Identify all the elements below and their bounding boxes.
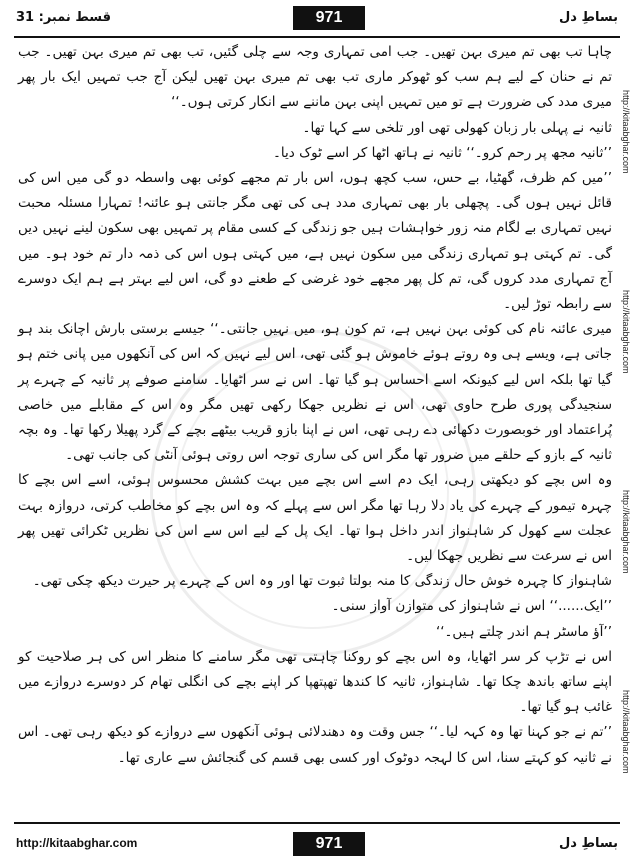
paragraph: چاہا تب بھی تم میری بہن تھیں۔ جب امی تمہاری وجہ سے چلی گئیں، تب بھی تم میری بہن تھیں۔ جب تم نے حنان کے لیے ہم سب کو ٹھوکر ماری تب بھی تم میری بہن تھیں لیکن آج جب تمہیں ایک بار پھر میری مدد کی ضرورت ہے تو میں تمہیں اپنی بہن ماننے سے انکار کرتی ہوں۔‘‘ [18,44,612,111]
side-watermark-url: http://kitaabghar.com [621,90,631,174]
book-title: بساطِ دل [559,10,618,25]
paragraph: میری عائنہ نام کی کوئی بہن نہیں ہے، تم کون ہو، میں نہیں جانتی۔‘‘ جیسے برستی بارش اچانک بند ہو جاتی ہے، ویسے ہی وہ روتے ہوئے خاموش ہو گئی تھی، اس لیے نہیں کہ اس کی آنکھوں میں پانی ختم ہو گیا تھا بلکہ اس لیے کیونکہ اسے احساس ہو گیا تھا۔ اس نے سر اٹھایا۔ سامنے صوفے پر ثانیہ کے چہرے پر سنجیدگی پوری طرح حاوی تھی، اس نے نظریں جھکا رکھی تھیں مگر وہ اس کے مقابلے میں خاصی پُراعتماد اور خوبصورت دکھائی دے رہی تھی، اس نے اپنا بازو قریب بیٹھے بچے کے گرد پھیلا رکھا تھا۔ وہ بچہ ثانیہ کے بازو کے حلقے میں ضرور تھا مگر اس کی ساری توجہ اس روتی ہوئی آنٹی کی جانب تھی۔ [18,321,612,464]
paragraph: ’’تم نے جو کہنا تھا وہ کہہ لیا۔‘‘ جس وقت وہ دھندلائی ہوئی آنکھوں سے دروازے کو دیکھ رہی تھی۔ اس نے ثانیہ کو کہتے سنا، اس کا لہجہ دوٹوک اور کسی بھی قسم کی گنجائش سے عاری تھا۔ [18,724,612,766]
page-footer [14,826,620,860]
paragraph: اس نے تڑپ کر سر اٹھایا، وہ اس بچے کو روکنا چاہتی تھی مگر سامنے کا منظر اس کی ہر صلاحیت کو اپنے ساتھ باندھ چکا تھا۔ شاہنواز، ثانیہ کا کندھا تھپتھپا کر اپنے بچے کی انگلی تھام کر دوسرے دروازے میں غائب ہو گیا تھا۔ [18,648,612,716]
footer-book-title: بساطِ دل [559,836,618,851]
side-watermark-url: http://kitaabghar.com [621,490,631,574]
paragraph: وہ اس بچے کو دیکھتی رہی، ایک دم اسے اس بچے میں بہت کشش محسوس ہوئی، اسے اس بچے کا چہرہ تیمور کے چہرے کی یاد دلا رہا تھا مگر اس سے پہلے کہ وہ اس بچے کو مخاطب کرتی، دروازہ بہت عجلت سے کھول کر شاہنواز اندر داخل ہوا تھا۔ ایک پل کے لیے اس سے اس کی نظریں ٹکرائی تھیں پھر اس نے سرعت سے نظریں جھکا لیں۔ [18,472,612,565]
side-watermark-url: http://kitaabghar.com [621,290,631,374]
footer-page-number-badge: 971 [293,832,365,856]
side-watermark-url: http://kitaabghar.com [621,690,631,774]
paragraph: ’’ثانیہ مجھ پر رحم کرو۔‘‘ ثانیہ نے ہاتھ اٹھا کر اسے ٹوک دیا۔ [273,144,612,161]
header-divider [14,36,620,38]
paragraph: ثانیہ نے پہلی بار زبان کھولی تھی اور تلخی سے کہا تھا۔ [302,119,612,136]
paragraph: ’’ایک......‘‘ اس نے شاہنواز کی متوازن آواز سنی۔ [331,598,612,615]
page-number-badge: 971 [293,6,365,30]
page-header [14,6,620,36]
page-body-text [18,40,612,816]
paragraph: شاہنواز کا چہرہ خوش حال زندگی کا منہ بولتا ثبوت تھا اور وہ اس کے چہرے پر حیرت دیکھ چکی تھی۔ [32,573,612,590]
episode-label: قسط نمبر: 31 [16,10,111,25]
paragraph: ’’میں کم ظرف، گھٹیا، بے حس، سب کچھ ہوں، اس بار تم مجھے کوئی بھی واسطہ دو گی میں اس کی قائل نہیں ہوں گی۔ پچھلی بار بھی تمہاری مدد ہی کی تھی مگر جانتی ہو عائنہ! تمہارا مسئلہ محبت نہیں تمہاری بے لگام منہ زور خواہشات ہیں جو زندگی کے کسی مقام پر تمہیں بھی سکون لینے نہیں دیں گی۔ تم کہتی ہو تمہاری زندگی میں سکون نہیں ہے، میں کہتی ہوں اس کی ذمہ دار تم خود ہو۔ میں آج تمہاری مدد کروں گی، تم کل پھر مجھے خود غرضی کے طعنے دو گی، اس لیے بہتر ہے ہم ایک دوسرے سے رابطہ توڑ لیں۔ [18,170,612,313]
footer-url-link[interactable]: http://kitaabghar.com [16,836,138,850]
paragraph: ’’آؤ ماسٹر ہم اندر چلتے ہیں۔‘‘ [435,623,612,640]
footer-divider [14,822,620,824]
